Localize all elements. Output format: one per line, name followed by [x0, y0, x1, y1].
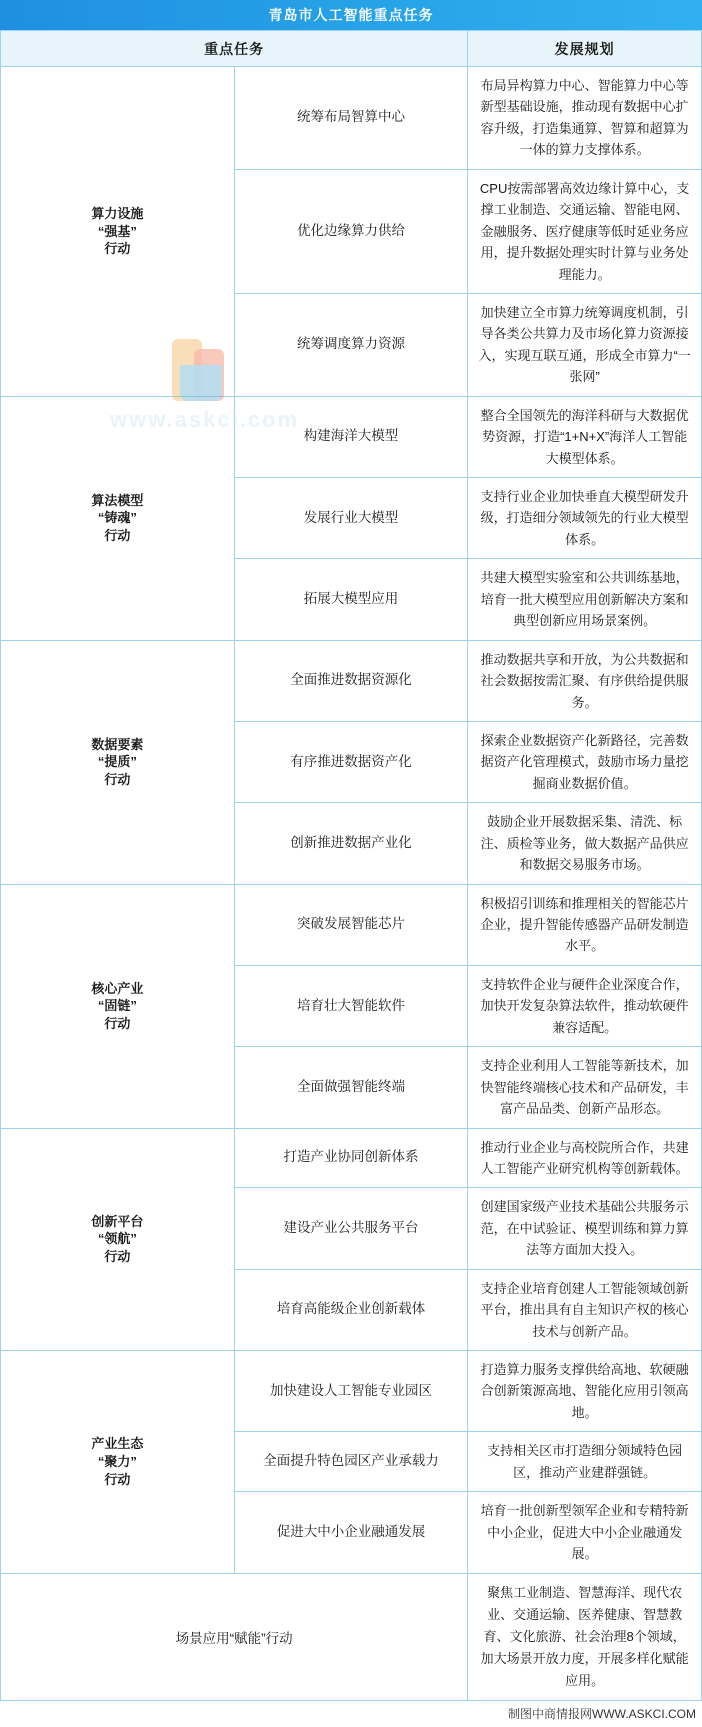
task-label: 打造产业协同创新体系 [234, 1128, 468, 1188]
plan-text: 布局异构算力中心、智能算力中心等新型基础设施，推动现有数据中心扩容升级，打造集通算、智算和超算为一体的算力支撑体系。 [468, 67, 702, 170]
plan-text: 加快建立全市算力统筹调度机制，引导各类公共算力及市场化算力资源接入，实现互联互通，形成全市算力“一张网” [468, 293, 702, 396]
table-row [1, 67, 702, 170]
table-row [1, 640, 702, 721]
task-label: 优化边缘算力供给 [234, 169, 468, 293]
plan-text: CPU按需部署高效边缘计算中心，支撑工业制造、交通运输、智能电网、金融服务、医疗健康等低时延业务应用，提升数据处理实时计算与业务处理能力。 [468, 169, 702, 293]
group-label: 算法模型 “铸魂” 行动 [1, 396, 235, 640]
task-label: 培育壮大智能软件 [234, 965, 468, 1046]
plan-text: 推动行业企业与高校院所合作，共建人工智能产业研究机构等创新载体。 [468, 1128, 702, 1188]
plan-text: 培育一批创新型领军企业和专精特新中小企业，促进大中小企业融通发展。 [468, 1492, 702, 1573]
task-label: 全面提升特色园区产业承载力 [234, 1432, 468, 1492]
group-label: 创新平台 “领航” 行动 [1, 1128, 235, 1351]
plan-text: 鼓励企业开展数据采集、清洗、标注、质检等业务，做大数据产品供应和数据交易服务市场。 [468, 803, 702, 884]
task-label: 统筹调度算力资源 [234, 293, 468, 396]
task-label: 促进大中小企业融通发展 [234, 1492, 468, 1573]
plan-text: 整合全国领先的海洋科研与大数据优势资源，打造“1+N+X”海洋人工智能大模型体系。 [468, 396, 702, 477]
table-row [1, 1351, 702, 1432]
plan-text: 创建国家级产业技术基础公共服务示范，在中试验证、模型训练和算力算法等方面加大投入。 [468, 1188, 702, 1269]
table-header-row [1, 31, 702, 67]
plan-text: 积极招引训练和推理相关的智能芯片企业，提升智能传感器产品研发制造水平。 [468, 884, 702, 965]
plan-text: 探索企业数据资产化新路径，完善数据资产化管理模式，鼓励市场力量挖掘商业数据价值。 [468, 721, 702, 802]
plan-text: 推动数据共享和开放，为公共数据和社会数据按需汇聚、有序供给提供服务。 [468, 640, 702, 721]
plan-text: 支持企业利用人工智能等新技术，加快智能终端核心技术和产品研发，丰富产品品类、创新产品形态。 [468, 1047, 702, 1128]
task-label: 拓展大模型应用 [234, 559, 468, 640]
task-label: 场景应用“赋能”行动 [1, 1573, 468, 1700]
plan-text: 打造算力服务支撑供给高地、软硬融合创新策源高地、智能化应用引领高地。 [468, 1351, 702, 1432]
table-row [1, 1128, 702, 1188]
group-label: 产业生态 “聚力” 行动 [1, 1351, 235, 1574]
table-row [1, 396, 702, 477]
plan-text: 支持相关区市打造细分领域特色园区，推动产业建群强链。 [468, 1432, 702, 1492]
footer-credit: 制图中商情报网WWW.ASKCI.COM [0, 1701, 702, 1727]
table-row [1, 884, 702, 965]
column-header-plan: 发展规划 [468, 31, 702, 67]
table-row-final [1, 1573, 702, 1700]
task-label: 培育高能级企业创新载体 [234, 1269, 468, 1350]
task-label: 加快建设人工智能专业园区 [234, 1351, 468, 1432]
task-label: 发展行业大模型 [234, 478, 468, 559]
plan-text: 支持行业企业加快垂直大模型研发升级，打造细分领域领先的行业大模型体系。 [468, 478, 702, 559]
task-label: 有序推进数据资产化 [234, 721, 468, 802]
task-label: 统筹布局智算中心 [234, 67, 468, 170]
task-label: 构建海洋大模型 [234, 396, 468, 477]
plan-text: 支持软件企业与硬件企业深度合作，加快开发复杂算法软件，推动软硬件兼容适配。 [468, 965, 702, 1046]
tasks-table [0, 30, 702, 1701]
group-label: 算力设施 “强基” 行动 [1, 67, 235, 397]
task-label: 全面做强智能终端 [234, 1047, 468, 1128]
task-label: 建设产业公共服务平台 [234, 1188, 468, 1269]
column-header-task: 重点任务 [1, 31, 468, 67]
plan-text: 支持企业培育创建人工智能领域创新平台，推出具有自主知识产权的核心技术与创新产品。 [468, 1269, 702, 1350]
task-label: 全面推进数据资源化 [234, 640, 468, 721]
page-title: 青岛市人工智能重点任务 [0, 0, 702, 30]
plan-text: 聚焦工业制造、智慧海洋、现代农业、交通运输、医养健康、智慧教育、文化旅游、社会治理8个领域，加大场景开放力度，开展多样化赋能应用。 [468, 1573, 702, 1700]
watermark-text: www.askci.com [110, 407, 300, 432]
task-label: 创新推进数据产业化 [234, 803, 468, 884]
plan-text: 共建大模型实验室和公共训练基地，培育一批大模型应用创新解决方案和典型创新应用场景案例。 [468, 559, 702, 640]
task-label: 突破发展智能芯片 [234, 884, 468, 965]
group-label: 核心产业 “固链” 行动 [1, 884, 235, 1128]
group-label: 数据要素 “提质” 行动 [1, 640, 235, 884]
